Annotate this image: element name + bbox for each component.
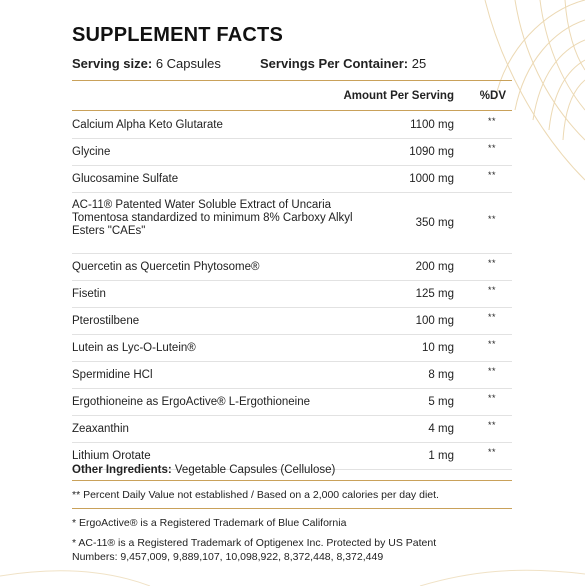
table-row — [72, 335, 512, 362]
ingredient-dv: ** — [487, 143, 496, 153]
table-row — [72, 193, 512, 254]
ingredient-dv: ** — [487, 393, 496, 403]
table-row — [72, 281, 512, 308]
ingredient-dv: ** — [487, 170, 496, 180]
ingredient-name: Spermidine HCl — [72, 368, 153, 381]
dv-header: %DV — [479, 90, 506, 102]
serving-info — [72, 56, 512, 74]
table-header — [72, 90, 512, 108]
table-row — [72, 166, 512, 193]
table-row — [72, 139, 512, 166]
servings-per-container-value: 25 — [411, 56, 427, 71]
table-row — [72, 112, 512, 139]
ingredient-name: Calcium Alpha Keto Glutarate — [72, 118, 223, 131]
ergoactive-trademark-note: * ErgoActive® is a Registered Trademark of Blue California — [72, 517, 347, 529]
ingredient-dv: ** — [487, 366, 496, 376]
ingredient-name: Quercetin as Quercetin Phytosome® — [72, 260, 260, 273]
divider-notes — [72, 508, 512, 509]
ingredient-dv: ** — [487, 258, 496, 268]
ac11-trademark-note-line1: * AC-11® is a Registered Trademark of Optigenex Inc. Protected by US Patent — [72, 537, 437, 549]
divider-other — [72, 480, 512, 481]
ingredient-amount: 200 mg — [415, 260, 454, 273]
ingredient-amount: 1000 mg — [409, 172, 454, 185]
serving-size-value: 6 Capsules — [155, 56, 221, 71]
ingredient-name: Ergothioneine as ErgoActive® L-Ergothioneine — [72, 395, 310, 408]
table-row — [72, 254, 512, 281]
ingredient-dv: ** — [487, 214, 496, 224]
other-ingredients-value: Vegetable Capsules (Cellulose) — [174, 464, 336, 476]
ingredient-name: AC-11® Patented Water Soluble Extract of Uncaria Tomentosa standardized to minimum 8% Carboxy Alkyl Esters "CAEs" — [72, 199, 353, 237]
table-row — [72, 416, 512, 443]
divider-header — [72, 110, 512, 111]
servings-per-container — [260, 56, 426, 71]
ingredient-dv: ** — [487, 420, 496, 430]
ingredient-amount: 4 mg — [428, 422, 454, 435]
ingredient-name: Glycine — [72, 145, 111, 158]
ingredient-amount: 350 mg — [415, 216, 454, 229]
ingredient-dv: ** — [487, 116, 496, 126]
ingredient-amount: 1100 mg — [410, 118, 454, 131]
ingredient-name: Zeaxanthin — [72, 422, 129, 435]
divider-top — [72, 80, 512, 81]
page-title: SUPPLEMENT FACTS — [72, 24, 283, 46]
other-ingredients — [72, 464, 512, 476]
serving-size — [72, 56, 221, 71]
ingredient-amount: 1 mg — [428, 449, 454, 462]
ingredient-dv: ** — [487, 339, 496, 349]
ingredient-table — [72, 112, 512, 470]
ac11-trademark-note-line2: Numbers: 9,457,009, 9,889,107, 10,098,922, 8,372,448, 8,372,449 — [72, 551, 384, 563]
ingredient-dv: ** — [487, 447, 496, 457]
table-row — [72, 389, 512, 416]
ingredient-name: Lithium Orotate — [72, 449, 151, 462]
ingredient-amount: 5 mg — [428, 395, 454, 408]
ingredient-name: Lutein as Lyc-O-Lutein® — [72, 341, 196, 354]
table-row — [72, 308, 512, 335]
ingredient-amount: 8 mg — [428, 368, 454, 381]
serving-size-label: Serving size: — [72, 56, 153, 71]
ingredient-amount: 100 mg — [415, 314, 454, 327]
ingredient-name: Glucosamine Sulfate — [72, 172, 179, 185]
ingredient-amount: 125 mg — [415, 287, 454, 300]
ingredient-name: Fisetin — [72, 287, 106, 300]
other-ingredients-label: Other Ingredients: — [72, 464, 172, 476]
amount-per-serving-header: Amount Per Serving — [343, 90, 454, 102]
servings-per-container-label: Servings Per Container: — [260, 56, 409, 71]
table-row — [72, 362, 512, 389]
ingredient-name: Pterostilbene — [72, 314, 140, 327]
ingredient-dv: ** — [487, 285, 496, 295]
dv-footnote: ** Percent Daily Value not established / Based on a 2,000 calories per day diet. — [72, 489, 439, 501]
ingredient-amount: 1090 mg — [409, 145, 454, 158]
ingredient-dv: ** — [487, 312, 496, 322]
ingredient-amount: 10 mg — [422, 341, 454, 354]
